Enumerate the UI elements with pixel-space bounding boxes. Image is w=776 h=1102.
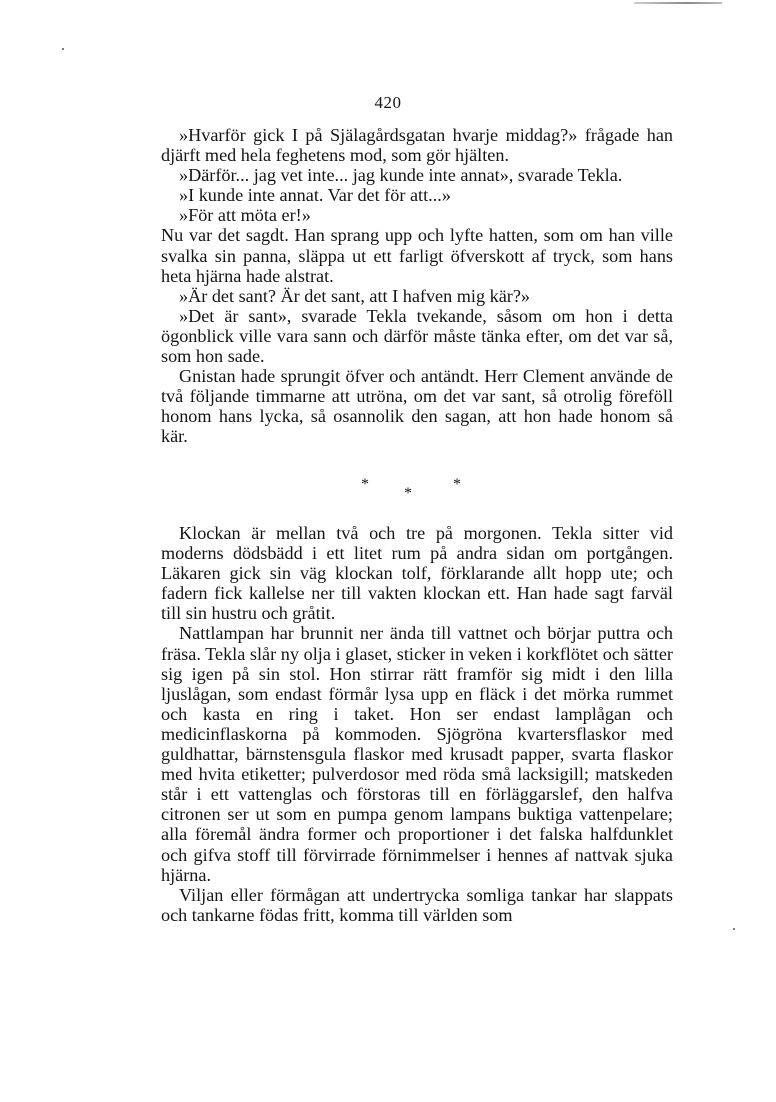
paper-speck — [733, 928, 735, 930]
paragraph: »Är det sant? Är det sant, att I hafven mig kär?» — [179, 285, 530, 306]
top-edge-mark — [634, 2, 722, 4]
asterisk-mark: * — [404, 485, 412, 502]
narrative-section — [161, 523, 673, 925]
paragraph: »Det är sant», svarade Tekla tvekande, såsom om hon i detta ögonblick ville vara sann och därför måste tänka efter, om det var så, som hon sade. — [161, 305, 673, 367]
paragraph: »Hvarför gick I på Själagårdsgatan hvarje middag?» frågade han djärft med hela feghetens mod, som gör hjälten. — [161, 125, 673, 166]
page-number: 420 — [374, 93, 402, 112]
paper-speck — [62, 48, 64, 50]
paragraph: Gnistan hade sprungit öfver och antändt. Herr Clement använde de två följande timmarne att utröna, om det var sant, så otrolig föreföll honom hans lycka, så osannolik den sagan, att hon hade honom så kär. — [161, 366, 673, 447]
paragraph: Nattlampan har brunnit ner ända till vattnet och börjar puttra och fräsa. Tekla slår ny olja i glaset, sticker in veken i korkflötet och sätter sig igen på sin stol. Hon stirrar rätt framför sig midt i den lilla ljuslågan, som endast förmår lysa upp en fläck i det mörka rummet och kasta en ring i taket. Hon ser endast lamplågan och medicinflaskorna på kommoden. Sjögröna kvartersflaskor med guldhattar, bärnstensgula flaskor med krusadt papper, svarta flaskor med hvita etiketter; pulverdosor med röda små lacksigill; matskeden står i ett vattenglas och förstoras till en förläggarslef, den halfva citronen ser ut som en pumpa genom lampans buktiga vattenpelare; alla föremål ändra former och proportioner i det falska halfdunklet och gifva stoff till förvirrade förnimmelser i hennes af nattvak sjuka hjärna. — [161, 623, 673, 885]
paragraph: Nu var det sagdt. Han sprang upp och lyfte hatten, som om han ville svalka sin panna, släppa ut ett farligt öfverskott af tryck, som hans heta hjärna hade alstrat. — [161, 225, 673, 286]
paragraph: Klockan är mellan två och tre på morgonen. Tekla sitter vid moderns dödsbädd i ett litet rum på andra sidan om portgången. Läkaren gick sin väg klockan tolf, förklarande allt hopp ute; och fadern fick kallelse ner till vakten klockan ett. Han hade sagt farväl till sin hustru och gråtit. — [161, 523, 673, 624]
paragraph: »Därför... jag vet inte... jag kunde inte annat», svarade Tekla. — [179, 165, 623, 186]
paragraph: »I kunde inte annat. Var det för att...» — [179, 185, 451, 206]
asterisk-mark: * — [361, 476, 369, 493]
paragraph: Viljan eller förmågan att undertrycka somliga tankar har slappats och tankarne födas fritt, komma till världen som — [161, 884, 673, 925]
dialogue-section — [161, 125, 673, 447]
asterisk-mark: * — [453, 476, 461, 493]
section-separator — [340, 476, 480, 506]
paragraph: »För att möta er!» — [179, 205, 311, 226]
